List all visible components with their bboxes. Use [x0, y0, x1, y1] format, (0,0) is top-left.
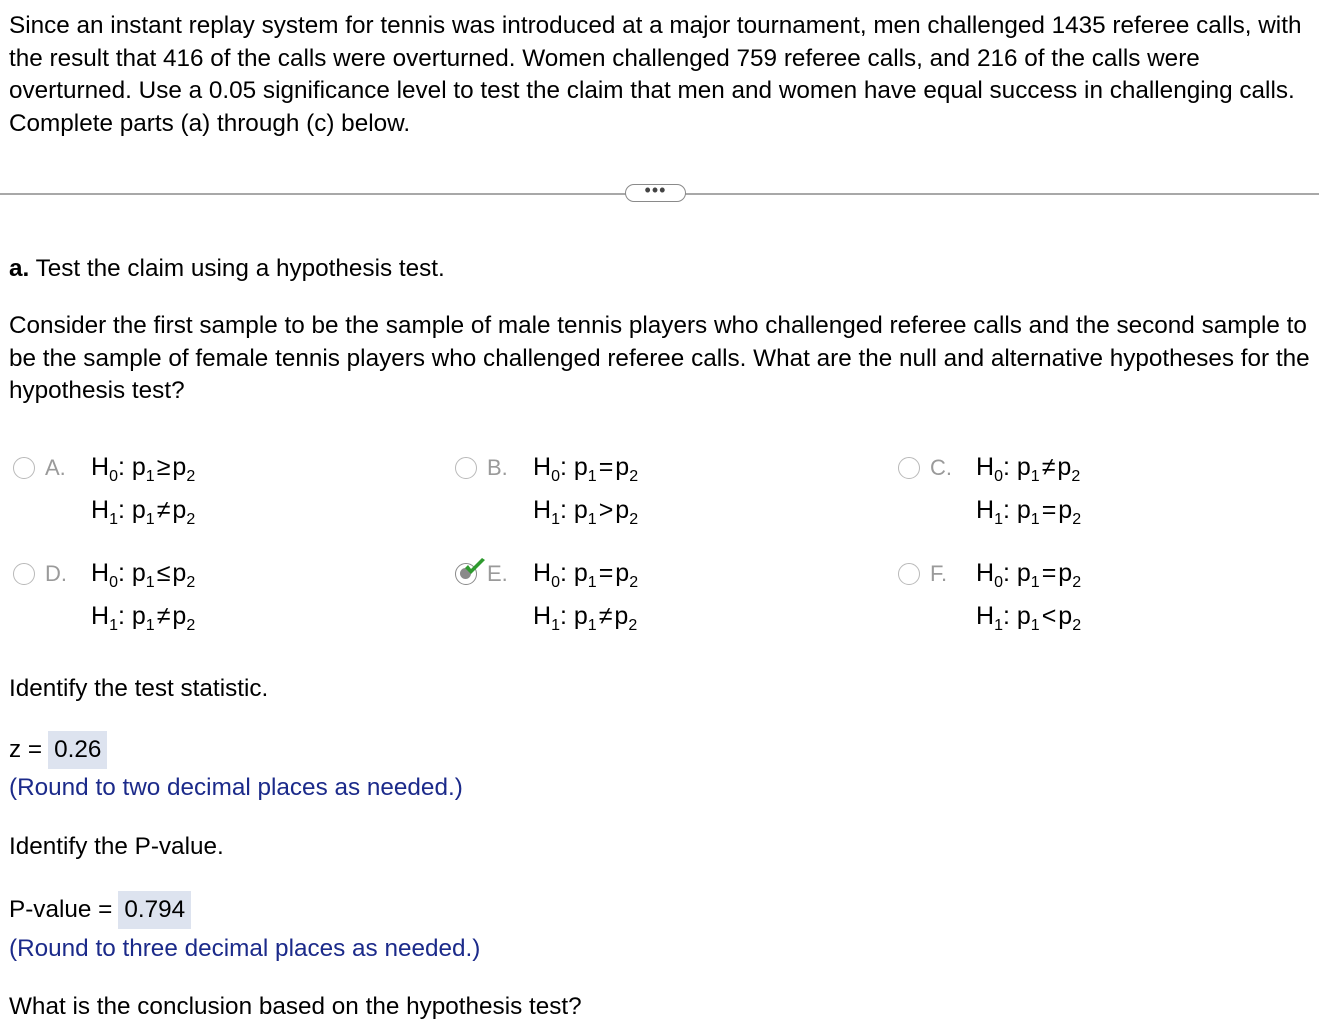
test-statistic-prompt: Identify the test statistic. [9, 675, 269, 702]
option-c[interactable] [898, 455, 1298, 535]
radio-button[interactable] [898, 563, 920, 585]
part-a-label: a. [9, 255, 30, 282]
relation-symbol: ≠ [156, 496, 171, 524]
null-hypothesis: $H_0$: $p_1=p_2$ [976, 559, 1082, 591]
null-hypothesis: $H_0$: $p_1=p_2$ [533, 559, 639, 591]
relation-symbol: < [1041, 602, 1057, 630]
alternative-hypothesis: $H_1$: $p_1<p_2$ [976, 602, 1082, 634]
null-hypothesis: $H_0$: $p_1=p_2$ [533, 453, 639, 485]
question-text: Since an instant replay system for tennis was introduced at a major tournament, men challenged 1435 referee calls, with the result that 416 of the calls were overturned. Women challenged 759 referee calls, and 216 of the calls were overturned. Use a 0.05 significance level to test the claim that men and women have equal success in challenging calls. Complete parts (a) through (c) below. [9, 12, 1302, 137]
relation-symbol: = [598, 559, 614, 587]
part-a-text: Test the claim using a hypothesis test. [29, 255, 445, 282]
option-e[interactable] [455, 561, 855, 641]
option-f[interactable] [898, 561, 1298, 641]
more-button[interactable]: ••• [625, 184, 686, 202]
p-value-prompt: Identify the P-value. [9, 833, 224, 860]
null-hypothesis: $H_0$: $p_1\ne p_2$ [976, 453, 1081, 485]
radio-button[interactable] [13, 563, 35, 585]
test-statistic-row [9, 731, 107, 769]
z-answer-box[interactable]: 0.26 [48, 731, 107, 769]
correct-check-icon [463, 557, 487, 577]
option-letter: C. [930, 455, 952, 480]
z-label: z = [9, 736, 43, 763]
p-value-row [9, 891, 191, 929]
relation-symbol: = [598, 453, 614, 481]
relation-symbol: ≠ [598, 602, 613, 630]
radio-button[interactable] [898, 457, 920, 479]
relation-symbol: = [1041, 559, 1057, 587]
p-value-answer-box[interactable]: 0.794 [118, 891, 191, 929]
option-letter: D. [45, 561, 67, 586]
relation-symbol: = [1041, 496, 1057, 524]
z-rounding-hint: (Round to two decimal places as needed.) [9, 774, 463, 801]
p-value-label: P-value = [9, 896, 113, 923]
alternative-hypothesis: $H_1$: $p_1>p_2$ [533, 496, 639, 528]
part-a-heading [9, 253, 445, 285]
alternative-hypothesis: $H_1$: $p_1\ne p_2$ [91, 496, 196, 528]
relation-symbol: ≥ [156, 453, 171, 481]
relation-symbol: > [598, 496, 614, 524]
null-hypothesis: $H_0$: $p_1\le p_2$ [91, 559, 196, 591]
option-letter: A. [45, 455, 66, 480]
alternative-hypothesis: $H_1$: $p_1\ne p_2$ [91, 602, 196, 634]
option-b[interactable] [455, 455, 855, 535]
relation-symbol: ≤ [156, 559, 171, 587]
option-letter: B. [487, 455, 508, 480]
consider-text: Consider the first sample to be the sample of male tennis players who challenged referee calls and the second sample to be the sample of female tennis players who challenged referee calls. What are the null and alternative hypotheses for the hypothesis test? [9, 312, 1310, 404]
alternative-hypothesis: $H_1$: $p_1\ne p_2$ [533, 602, 638, 634]
option-d[interactable] [13, 561, 413, 641]
null-hypothesis: $H_0$: $p_1\ge p_2$ [91, 453, 196, 485]
option-letter: E. [487, 561, 508, 586]
radio-button[interactable] [13, 457, 35, 479]
option-letter: F. [930, 561, 948, 586]
relation-symbol: ≠ [156, 602, 171, 630]
conclusion-prompt: What is the conclusion based on the hypothesis test? [9, 993, 582, 1020]
radio-button[interactable] [455, 457, 477, 479]
option-a[interactable] [13, 455, 413, 535]
alternative-hypothesis: $H_1$: $p_1=p_2$ [976, 496, 1082, 528]
relation-symbol: ≠ [1041, 453, 1056, 481]
p-value-rounding-hint: (Round to three decimal places as needed.) [9, 935, 481, 962]
